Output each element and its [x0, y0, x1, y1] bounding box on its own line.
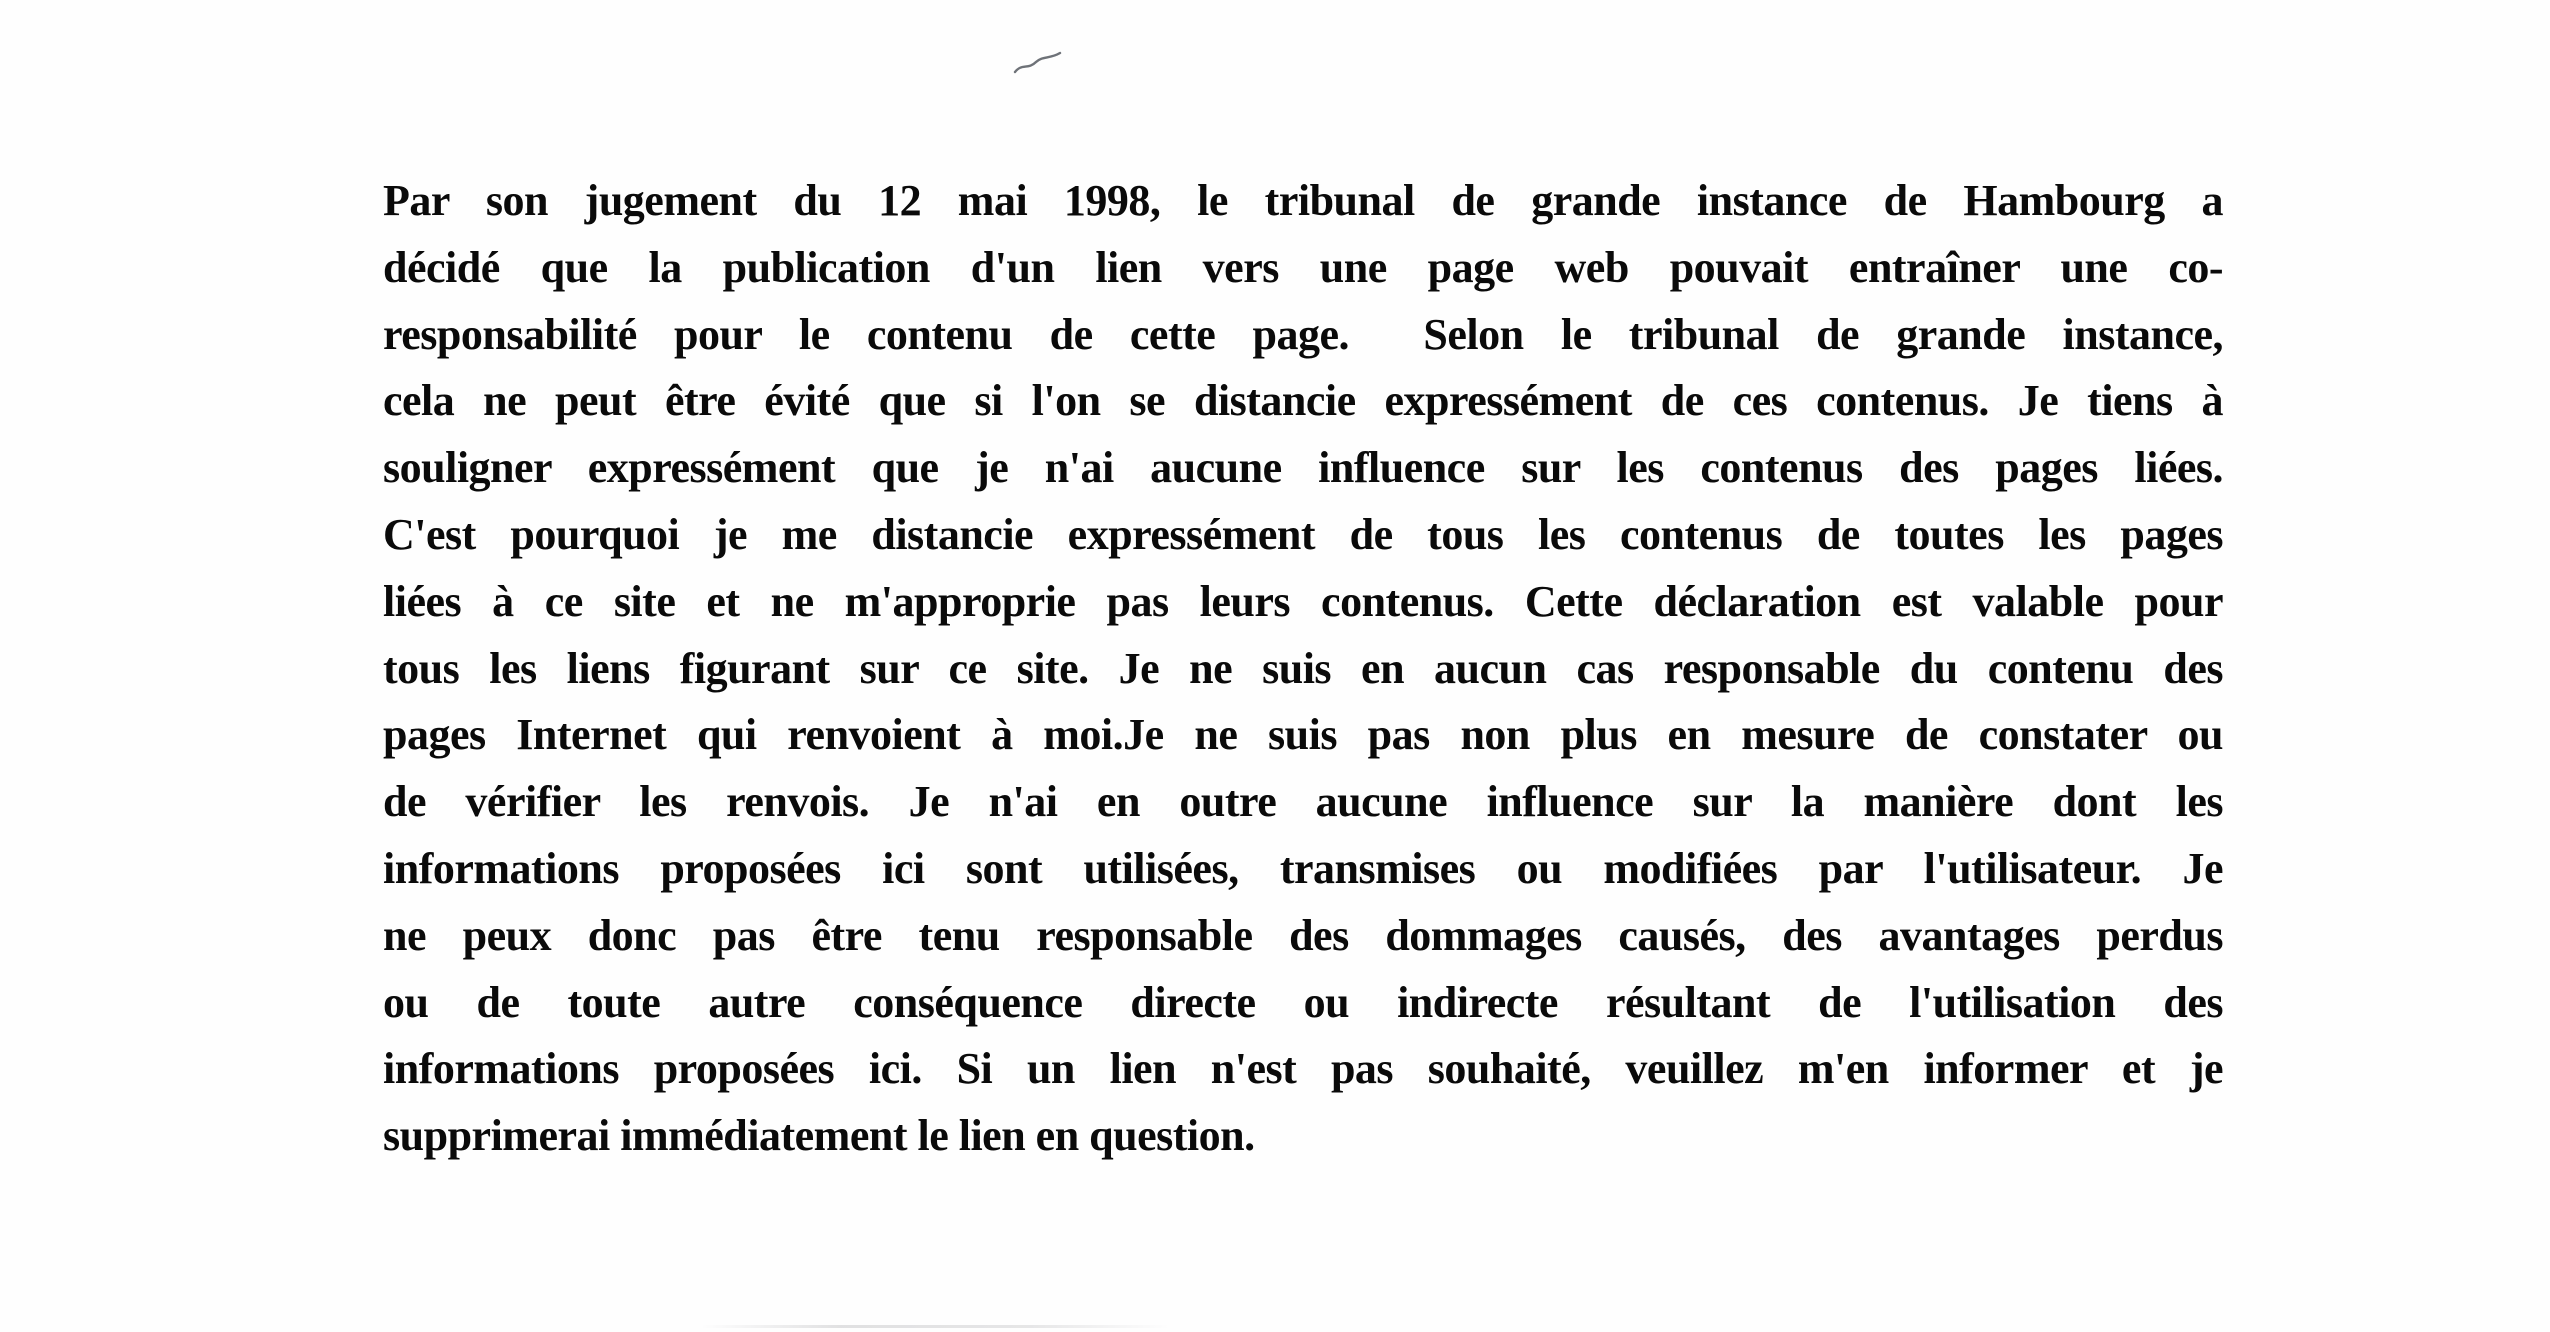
- pen-squiggle-artifact: [1012, 48, 1064, 78]
- text-line: ne peux donc pas être tenu responsable des dommages causés, des avantages perdus: [383, 910, 2223, 960]
- text-line: supprimerai immédiatement le lien en question.: [383, 1111, 1255, 1161]
- text-line: Par son jugement du 12 mai 1998, le tribunal de grande instance de Hambourg a: [383, 176, 2223, 225]
- scan-edge-artifact: [700, 1325, 1170, 1328]
- text-line: cela ne peut être évité que si l'on se distancie expressément de ces contenus. Je tiens à: [383, 376, 2223, 426]
- text-line: informations proposées ici sont utilisées, transmises ou modifiées par l'utilisateur. Je: [383, 843, 2223, 893]
- text-line: tous les liens figurant sur ce site. Je ne suis en aucun cas responsable du contenu des: [383, 643, 2223, 693]
- text-line: ou de toute autre conséquence directe ou indirecte résultant de l'utilisation des: [383, 977, 2223, 1027]
- text-line: C'est pourquoi je me distancie expressément de tous les contenus de toutes les pages: [383, 509, 2223, 559]
- text-line: de vérifier les renvois. Je n'ai en outre aucune influence sur la manière dont les: [383, 777, 2223, 827]
- text-line: responsabilité pour le contenu de cette page. Selon le tribunal de grande instance,: [383, 309, 2223, 359]
- text-line: souligner expressément que je n'ai aucune influence sur les contenus des pages liées.: [383, 443, 2223, 493]
- text-line: décidé que la publication d'un lien vers une page web pouvait entraîner une co-: [383, 242, 2223, 292]
- text-line: liées à ce site et ne m'approprie pas leurs contenus. Cette déclaration est valable pour: [383, 576, 2223, 626]
- disclaimer-paragraph: [383, 168, 2223, 1170]
- text-line: informations proposées ici. Si un lien n'est pas souhaité, veuillez m'en informer et je: [383, 1044, 2223, 1094]
- text-line: pages Internet qui renvoient à moi.Je ne suis pas non plus en mesure de constater ou: [383, 710, 2223, 760]
